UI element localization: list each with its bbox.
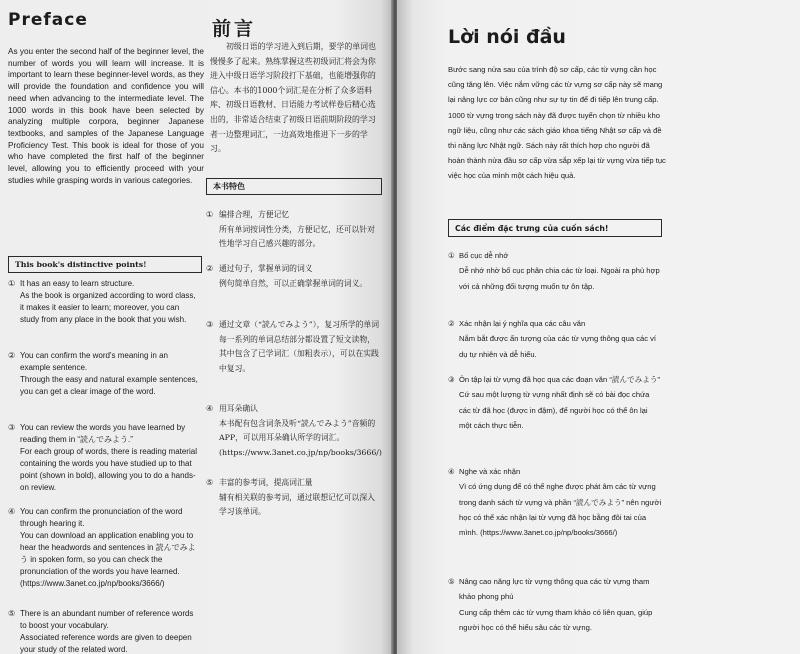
point-number: ③: [206, 320, 213, 329]
english-heading: Preface: [8, 10, 88, 30]
point-title: Bố cục dễ nhớ: [459, 251, 509, 260]
point-description: 例句简单自然，可以正确掌握单词的词义。: [219, 278, 368, 288]
point-description: Cứ sau một lượng từ vựng nhất định sẽ có bài đọc chứa các từ đã học (được in đậm), để người học có thể ôn lại một cách thực tiễn.: [459, 390, 650, 430]
point-title: 编排合理，方便记忆: [219, 210, 290, 219]
english-features-box: This book's distinctive points!: [8, 256, 202, 273]
vietnamese-intro: Bước sang nửa sau của trình độ sơ cấp, các từ vựng cần học cũng tăng lên. Việc nắm vững các từ vựng sơ cấp này sẽ mang lại nâng lực cơ bản cũng như sự tự tin để đi tiếp lên trung cấp. 1000 từ vựng trong sách này đã được tuyển chọn từ nhiều kho ngữ liệu, cũng như các sách giáo khoa tiếng Nhật sơ cấp và đề thi năng lực Nhật ngữ. Sách này rất thích hợp cho người đã hoàn thành nửa đầu sơ cấp vừa sắp xếp lại từ vựng vừa tiếp tục việc học của mình một cách hiệu quả.: [448, 65, 666, 181]
point-title: You can review the words you have learned by reading them in “読んでみよう.”: [20, 423, 186, 444]
point-description: Through the easy and natural example sentences, you can get a clear image of the word.: [20, 375, 198, 396]
point-description: 所有单词按词性分类，方便记忆，还可以针对性地学习自己感兴趣的部分。: [219, 224, 375, 248]
point-description: 辅有相关联的参考词，通过联想记忆可以深入学习该单词。: [219, 492, 375, 516]
point-number: ④: [8, 507, 16, 516]
point-number: ②: [448, 319, 455, 328]
point-description: Associated reference words are given to deepen your study of the related word.: [20, 633, 192, 654]
vietnamese-point-3: [448, 372, 662, 433]
chinese-point-2: [206, 262, 380, 291]
chinese-point-3: [206, 318, 380, 376]
point-title: 用耳朵确认: [219, 404, 258, 413]
point-title: 通过文章（“読んでみよう”），复习所学的单词: [219, 320, 380, 329]
english-point-4: [8, 506, 200, 590]
point-title: You can confirm the word's meaning in an example sentence.: [20, 351, 168, 372]
point-title: It has an easy to learn structure.: [20, 279, 135, 288]
point-number: ①: [448, 251, 455, 260]
chinese-heading: 前言: [212, 18, 257, 40]
point-number: ③: [448, 375, 455, 384]
point-number: ⑤: [448, 577, 455, 586]
chinese-point-4: [206, 402, 380, 460]
point-number: ⑤: [8, 609, 16, 618]
vietnamese-features-box: Các điểm đặc trưng của cuốn sách!: [448, 219, 662, 237]
vietnamese-heading: Lời nói đầu: [448, 26, 566, 48]
point-title: Nghe và xác nhận: [459, 467, 521, 476]
vietnamese-point-5: [448, 574, 662, 635]
point-title: There is an abundant number of reference words to boost your vocabulary.: [20, 609, 194, 630]
point-number: ④: [206, 404, 213, 413]
point-number: ②: [206, 264, 213, 273]
point-title: 丰富的参考词，提高词汇量: [219, 478, 313, 487]
english-point-5: [8, 608, 200, 654]
point-description: Dễ nhớ nhờ bố cục phân chia các từ loại. Ngoài ra phù hợp với cả những đối tượng muốn tự ôn tập.: [459, 266, 660, 291]
chinese-point-5: [206, 476, 380, 520]
point-description: Nắm bắt được ấn tượng của các từ vựng thông qua các ví dụ tự nhiên và dễ hiểu.: [459, 334, 657, 359]
point-title: Xác nhận lại ý nghĩa qua các câu văn: [459, 319, 586, 328]
english-point-1: [8, 278, 200, 326]
point-title: Ôn tập lại từ vựng đã học qua các đoạn văn “読んでみよう”: [459, 375, 660, 384]
point-number: ①: [206, 210, 213, 219]
vietnamese-point-4: [448, 464, 662, 540]
english-intro: As you enter the second half of the beginner level, the number of words you will learn will increase. It is important to learn these beginner-level words, as they will provide the foundation and confidence you will need when advancing to the intermediate level. The 1000 words in this book have been selected by analyzing multiple corpora, beginner Japanese textbooks, and samples of the Japanese Language Proficiency Test. This book is ideal for those of you who have completed the first half of the beginner level, allowing you to efficiently proceed with your studies while grasping words in various categories.: [8, 47, 204, 185]
chinese-features-box: 本书特色: [206, 178, 382, 195]
left-page: [0, 0, 393, 654]
point-description: Vì có ứng dụng để có thể nghe được phát âm các từ vựng trong danh sách từ vựng và phần “読んでみよう” nên người học có thể xác nhận lại từ vựng đã học bằng đôi tai của mình. (https://www.3anet.co.jp/np/books/3666/): [459, 482, 662, 538]
vietnamese-point-2: [448, 316, 662, 362]
point-title: Nâng cao năng lực từ vựng thông qua các từ vựng tham khảo phong phú: [459, 577, 650, 602]
vietnamese-point-1: [448, 248, 662, 294]
point-description: As the book is organized according to word class, it makes it easier to learn; moreover, you can study from any place in the book that you wish.: [20, 291, 196, 324]
point-title: You can confirm the pronunciation of the word through hearing it.: [20, 507, 183, 528]
chinese-intro: 初级日语的学习进入到后期，要学的单词也慢慢多了起来。熟练掌握这些初级词汇将会为你进入中级日语学习阶段打下基础，也能增强你的信心。本书的1000个词汇是在分析了众多语料库、初级日语教材、日语能力考试样卷后精心选出的，非常适合结束了初级日语前期阶段的学习者一边整理词汇，一边高效地推进下一步的学习。: [210, 42, 376, 154]
english-point-2: [8, 350, 200, 398]
point-title: 通过句子，掌握单词的词义: [219, 264, 313, 273]
point-description: For each group of words, there is reading material containing the words you have studied up to that point (shown in bold), allowing you to do a hands-on review.: [20, 447, 197, 492]
point-number: ②: [8, 351, 16, 360]
point-description: 每一系列的单词总结部分都设置了短文读物，其中包含了已学词汇（加粗表示），可以在实践中复习。: [219, 334, 379, 373]
point-description: You can download an application enabling you to hear the headwords and sentences in 読んでみよう in spoken form, so you can check the pronunciation of the words you have learned. (https://www.3anet.co.jp/np/books/3666/): [20, 531, 196, 588]
point-description: 本书配有包含词条及听“読んでみよう”音频的APP，可以用耳朵确认所学的词汇。(https://www.3anet.co.jp/np/books/3666/): [219, 418, 382, 457]
point-description: Cung cấp thêm các từ vựng tham khảo có liên quan, giúp người học có thể hiểu sâu các từ vựng.: [459, 607, 653, 632]
chinese-point-1: [206, 208, 380, 252]
point-number: ①: [8, 279, 16, 288]
point-number: ③: [8, 423, 16, 432]
point-number: ④: [448, 467, 455, 476]
point-number: ⑤: [206, 478, 213, 487]
english-point-3: [8, 422, 200, 494]
